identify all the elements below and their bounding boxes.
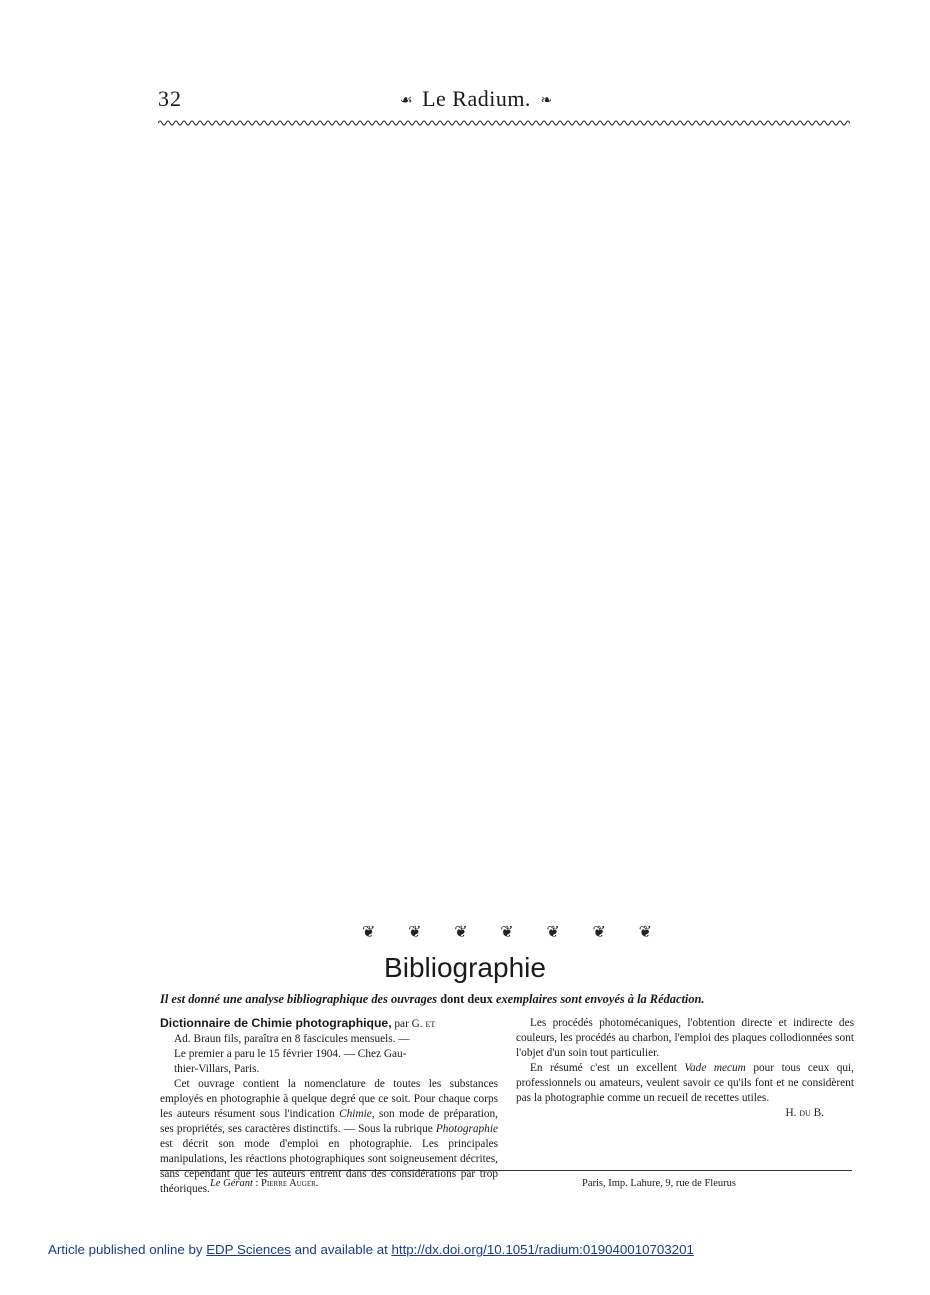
entry-authors: Ad. Braun fils, paraîtra en 8 fascicules mensuels. — (174, 1033, 410, 1045)
review-signature: H. du B. (785, 1107, 824, 1119)
review-term-chimie: Chimie, (339, 1108, 375, 1120)
fleuron-icon: ❦ (638, 924, 652, 941)
review-paragraph-3 (516, 1061, 854, 1106)
column-right (516, 1016, 854, 1121)
review-term-photographie: Photographie (435, 1123, 498, 1135)
fleuron-icon: ❦ (546, 924, 560, 941)
entry-title: Dictionnaire de Chimie photographique, (160, 1016, 392, 1030)
intro-part-1: Il est donné une analyse bibliographique des ouvrages (160, 992, 438, 1006)
page-number: 32 (158, 86, 182, 111)
footer-rule (160, 1170, 852, 1171)
review-text: Cet ouvrage contient la nomenclature de toutes les substances employés en photographie à quelque degré que ce soit. Pour chaque corps les auteurs résument sous l'indication (160, 1078, 498, 1120)
fleuron-left-icon: ☙ (400, 93, 413, 109)
entry-publisher: thier-Villars, Paris. (174, 1063, 260, 1075)
entry-date: Le premier a paru le 15 février 1904. — Chez Gau- (174, 1048, 407, 1060)
gerant-label: Le Gérant (210, 1178, 253, 1189)
online-notice (48, 1242, 694, 1257)
review-term-vade-mecum: Vade mecum (684, 1062, 746, 1074)
edp-sciences-link[interactable]: EDP Sciences (206, 1242, 291, 1257)
section-intro (160, 992, 852, 1007)
entry-by-et: et (425, 1018, 436, 1030)
entry-heading (160, 1016, 498, 1032)
intro-part-2: dont deux (437, 992, 496, 1006)
wavy-header-rule (158, 118, 850, 128)
ornament-row (362, 922, 652, 942)
fleuron-right-icon: ❧ (540, 93, 553, 109)
notice-middle: and available at (290, 1242, 392, 1257)
gerant-name: : Pierre Auger. (252, 1178, 319, 1189)
review-text: pour tous ceux qui, professionnels ou amateurs, veulent savoir ce qu'ils font et ne considèrent pas la photographie comme un recueil de recettes utiles. (516, 1062, 854, 1104)
review-text: est décrit son mode d'emploi en photographie. Les principales manipulations, les réactions photographiques sont soigneusement décrites, sans cependant que les auteurs entrent dans des considérations par trop théoriques. (160, 1138, 498, 1195)
fleuron-icon: ❦ (362, 924, 376, 941)
section-title: Bibliographie (384, 952, 546, 983)
fleuron-icon: ❦ (592, 924, 606, 941)
fleuron-icon: ❦ (408, 924, 422, 941)
intro-part-3: exemplaires sont envoyés à la Rédaction. (495, 992, 705, 1006)
running-head (400, 86, 552, 112)
review-text: En résumé c'est un excellent (530, 1062, 685, 1074)
footer-printer: Paris, Imp. Lahure, 9, rue de Fleurus (582, 1178, 736, 1189)
review-paragraph-2: Les procédés photomécaniques, l'obtention directe et indirecte des couleurs, les procédés au charbon, l'emploi des plaques collodionnées sont l'objet d'un soin tout particulier. (516, 1017, 854, 1059)
fleuron-icon: ❦ (454, 924, 468, 941)
entry-by: par G. (391, 1018, 426, 1030)
notice-prefix: Article published online by (48, 1242, 207, 1257)
doi-link[interactable]: http://dx.doi.org/10.1051/radium:019040010703201 (391, 1242, 694, 1257)
footer-gerant (210, 1178, 318, 1189)
journal-title: Le Radium. (422, 86, 531, 111)
review-text: son mode de préparation, ses propriétés, ses caractères distinctifs. — Sous la rubrique (160, 1108, 498, 1135)
fleuron-icon: ❦ (500, 924, 514, 941)
